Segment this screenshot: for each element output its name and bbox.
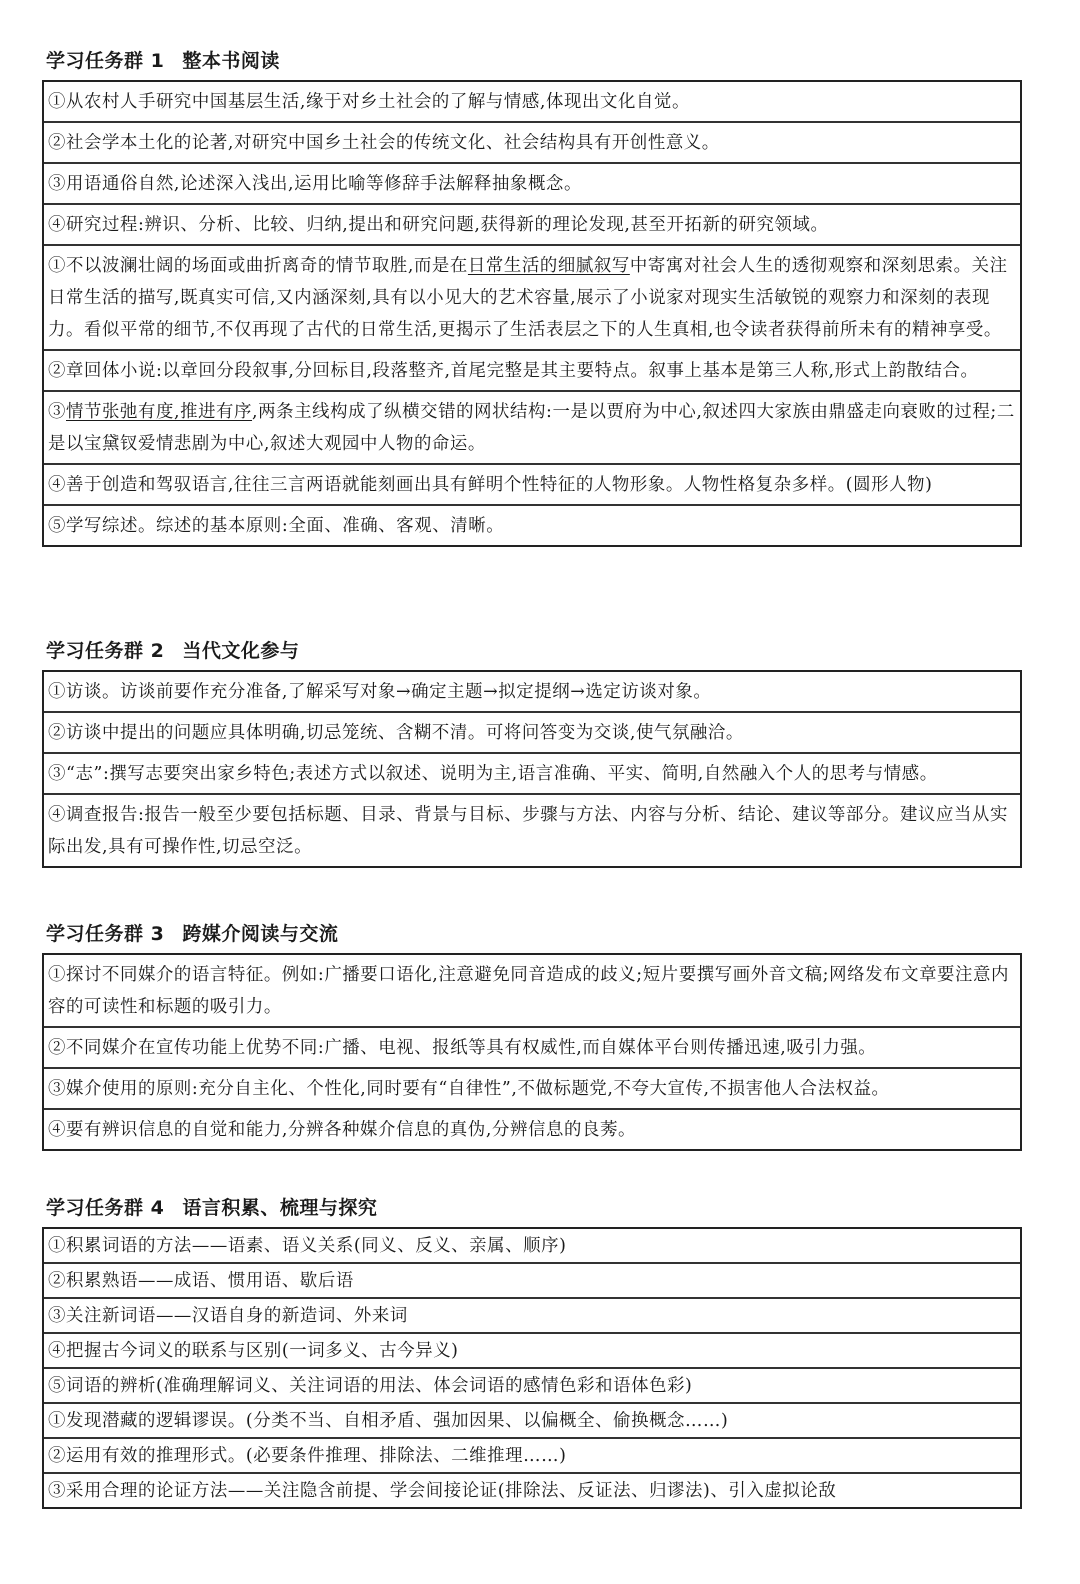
table-row: ④善于创造和驾驭语言,往往三言两语就能刻画出具有鲜明个性特征的人物形象。人物性格复杂多样。(圆形人物) <box>44 465 1020 506</box>
table-row: ③媒介使用的原则:充分自主化、个性化,同时要有“自律性”,不做标题党,不夸大宣传,不损害他人合法权益。 <box>44 1069 1020 1110</box>
section-subtitle: 整本书阅读 <box>182 50 280 72</box>
table-row <box>44 392 1020 465</box>
table-row: ③关注新词语——汉语自身的新造词、外来词 <box>44 1299 1020 1334</box>
section-subtitle: 当代文化参与 <box>182 640 300 662</box>
table-row: ②积累熟语——成语、惯用语、歇后语 <box>44 1264 1020 1299</box>
content-table <box>42 1227 1022 1509</box>
section-title <box>46 919 1022 949</box>
table-row: ①访谈。访谈前要作充分准备,了解采写对象→确定主题→拟定提纲→选定访谈对象。 <box>44 672 1020 713</box>
table-row: ②访谈中提出的问题应具体明确,切忌笼统、含糊不清。可将问答变为交谈,使气氛融洽。 <box>44 713 1020 754</box>
row-text: ,两条主线构成了纵横交错的网状结构:一是以贾府为中心,叙述四大家族由鼎盛走向衰败的过程;二是以宝黛钗爱情悲剧为中心,叙述大观园中人物的命运。 <box>48 402 1015 454</box>
table-row: ⑤学写综述。综述的基本原则:全面、准确、客观、清晰。 <box>48 516 505 536</box>
table-row: ③“志”:撰写志要突出家乡特色;表述方式以叙述、说明为主,语言准确、平实、简明,自然融入个人的思考与情感。 <box>44 754 1020 795</box>
row-text: 中寄寓对社会人生的透彻观察和深刻思索。关注日常生活的描写,既真实可信,又内涵深刻,具有以小见大的艺术容量,展示了小说家对现实生活敏锐的观察力和深刻的表现力。看似平常的细节,不仅再现了古代的日常生活,更揭示了生活表层之下的人生真相,也令读者获得前所未有的精神享受。 <box>48 256 1008 340</box>
section-title <box>46 46 1022 76</box>
content-table <box>42 953 1022 1151</box>
table-row: ④要有辨识信息的自觉和能力,分辨各种媒介信息的真伪,分辨信息的良莠。 <box>48 1120 636 1140</box>
table-row <box>44 246 1020 351</box>
section-title <box>46 1193 1022 1223</box>
content-table <box>42 80 1022 547</box>
table-row: ①积累词语的方法——语素、语义关系(同义、反义、亲属、顺序) <box>44 1229 1020 1264</box>
row-text: ①不以波澜壮阔的场面或曲折离奇的情节取胜,而是在 <box>48 256 468 276</box>
section-subtitle: 语言积累、梳理与探究 <box>182 1197 378 1219</box>
table-row: ①发现潜藏的逻辑谬误。(分类不当、自相矛盾、强加因果、以偏概全、偷换概念……) <box>44 1404 1020 1439</box>
table-row: ④把握古今词义的联系与区别(一词多义、古今异义) <box>44 1334 1020 1369</box>
section-language-accumulation <box>42 1193 1022 1509</box>
section-number: 学习任务群 1 <box>46 50 165 72</box>
section-title <box>46 636 1022 666</box>
row-text: ③ <box>48 402 66 422</box>
section-contemporary-culture <box>42 636 1022 868</box>
table-row: ⑤词语的辨析(准确理解词义、关注词语的用法、体会词语的感情色彩和语体色彩) <box>44 1369 1020 1404</box>
table-row: ②不同媒介在宣传功能上优势不同:广播、电视、报纸等具有权威性,而自媒体平台则传播迅速,吸引力强。 <box>44 1028 1020 1069</box>
table-row: ①从农村人手研究中国基层生活,缘于对乡土社会的了解与情感,体现出文化自觉。 <box>44 82 1020 123</box>
table-row: ②章回体小说:以章回分段叙事,分回标目,段落整齐,首尾完整是其主要特点。叙事上基本是第三人称,形式上韵散结合。 <box>44 351 1020 392</box>
table-row: ①探讨不同媒介的语言特征。例如:广播要口语化,注意避免同音造成的歧义;短片要撰写画外音文稿;网络发布文章要注意内容的可读性和标题的吸引力。 <box>44 955 1020 1028</box>
section-number: 学习任务群 3 <box>46 923 165 945</box>
table-row: ④调查报告:报告一般至少要包括标题、目录、背景与目标、步骤与方法、内容与分析、结论、建议等部分。建议应当从实际出发,具有可操作性,切忌空泛。 <box>48 805 1008 857</box>
underlined-text: 情节张弛有度,推进有序 <box>66 402 253 422</box>
section-whole-book-reading <box>42 46 1022 547</box>
section-subtitle: 跨媒介阅读与交流 <box>182 923 339 945</box>
section-number: 学习任务群 4 <box>46 1197 165 1219</box>
table-row: ③用语通俗自然,论述深入浅出,运用比喻等修辞手法解释抽象概念。 <box>44 164 1020 205</box>
table-row: ③采用合理的论证方法——关注隐含前提、学会间接论证(排除法、反证法、归谬法)、引入虚拟论敌 <box>48 1481 837 1501</box>
table-row: ②运用有效的推理形式。(必要条件推理、排除法、二维推理……) <box>44 1439 1020 1474</box>
table-row: ②社会学本土化的论著,对研究中国乡土社会的传统文化、社会结构具有开创性意义。 <box>44 123 1020 164</box>
underlined-text: 日常生活的细腻叙写 <box>467 256 630 276</box>
content-table <box>42 670 1022 868</box>
section-cross-media <box>42 919 1022 1151</box>
section-number: 学习任务群 2 <box>46 640 165 662</box>
table-row: ④研究过程:辨识、分析、比较、归纳,提出和研究问题,获得新的理论发现,甚至开拓新的研究领域。 <box>44 205 1020 246</box>
